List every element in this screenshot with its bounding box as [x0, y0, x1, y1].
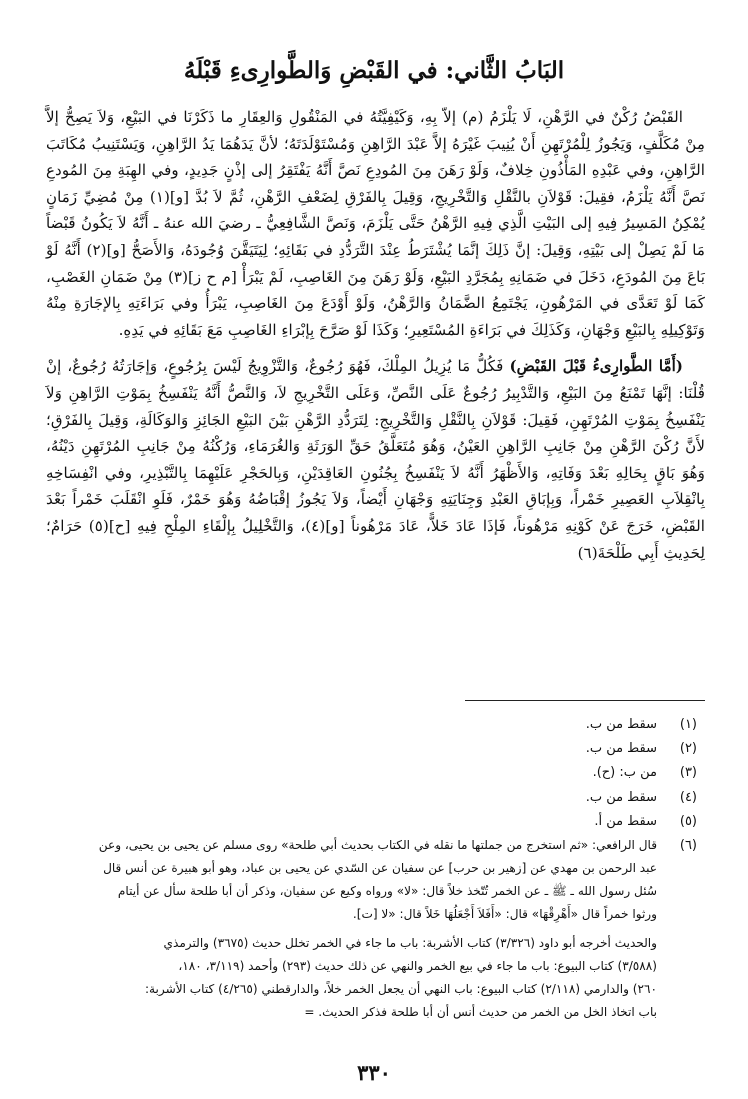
footnote-text: من ب: (ح).: [592, 765, 657, 781]
footnote-1: [46, 713, 705, 737]
footnote-number: (٢): [679, 741, 697, 757]
footnote-5: [46, 810, 705, 834]
footnote-number: (١): [679, 717, 697, 732]
footnote-3: [46, 761, 705, 785]
footnote-number: (٦): [679, 838, 697, 854]
footnote-text: [46, 834, 657, 1024]
main-text: [46, 104, 705, 566]
footnote-2: [46, 737, 705, 761]
footnote-number: (٤): [679, 789, 697, 805]
footnote-text: سقط من ب.: [585, 789, 657, 805]
footnote-text: سقط من أ.: [594, 813, 657, 829]
footnote-line: عبد الرحمن بن مهدي عن [زهير بن حرب] عن سفيان عن السّدي عن يحيى بن عباد، وهو أبو هبيرة عن أنس قال: [103, 861, 657, 876]
footnote-number: (٥): [679, 813, 697, 829]
footnote-text: سقط من ب.: [585, 717, 657, 732]
footnote-separator: [465, 700, 705, 701]
paragraph-tawari-text: فَكُلُّ مَا يُزِيلُ المِلْكَ، فَهُوَ رُجُوعٌ، وَالتَّزْوِيجُ لَيْسَ بِرُجُوعٍ، وَإجَارَتُهُ رُجُوعٌ، إنْ قُلْنَا: إنَّهَا تَمْنَعُ مِنَ البَيْعِ، وَالتَّدْبِيرُ رُجُوعٌ عَلَى النَّصِّ، وَعَلَى التَّخْرِيجِ لاَ، وَالنَّصُّ أَنَّهُ يَنْفَسِخُ بِمَوْتِ الرَّاهِنِ وَلاَ يَنْفَسِخُ بِمَوْتِ المُرْتَهِنِ، فَقِيلَ: قَوْلاَنِ بِالنَّقْلِ وَالتَّخْرِيجِ: لِتَرَدُّدِ الرَّهْنِ بَيْنَ البَيْعِ الجَائِزِ وَالوَكَالَةِ، وَقِيلَ بِالفَرْقِ؛ لأَنَّ رُكْنَ الرَّهْنِ مِنْ جَانِبِ الرَّاهِنِ العَيْنُ، وَهُوَ مُتَعَلَّقُ حَقِّ الوَرَثَةِ وَالغُرَمَاءِ، وَرُكْنُهُ مِنْ جَانِبِ المُرْتَهِنِ دَيْنُهُ، وَهُوَ بَاقٍ بِحَالِهِ بَعْدَ وَفَاتِهِ، وَالأَظْهَرُ أَنَّهُ لاَ يَنْفَسِخُ بِجُنُونِ العَاقِدَيْنِ، وَبِالحَجْرِ عَلَيْهِمَا بِالتَّبْذِيرِ، وفي انْفِسَاخِهِ بِانْقِلاَبِ العَصِيرِ خَمْراً، وَبِإبَاقِ العَبْدِ وَجِنَايَتِهِ وَجْهَانِ أَيْضاً، وَلاَ يَجُوزُ إقْبَاضُهُ وَهُوَ خَمْرٌ، فَلَوِ انْقَلَبَ خَمْراً بَعْدَ القَبْضِ، خَرَجَ عَنْ كَوْنِهِ مَرْهُوناً، فَإذَا عَادَ خَلاًّ، عَادَ مَرْهُوناً [و](٤)، وَالتَّخْلِيلُ بِإلْقَاءِ المِلْحِ فِيهِ [ح](٥) حَرَامٌ؛ لِحَدِيثِ أَبِي طَلْحَةَ(٦): [46, 357, 705, 562]
footnote-6: [46, 834, 705, 1024]
footnote-line: والحديث أخرجه أبو داود (٣/٣٢٦) كتاب الأشربة: باب ما جاء في الخمر تخلل حديث (٣٦٧٥) والترمذي: [163, 936, 657, 951]
footnote-line: (٣/٥٨٨) كتاب البيوع: باب ما جاء في بيع الخمر والنهي عن ذلك حديث (٢٩٣) وأحمد (٣/١١٩، ١٨٠،: [178, 959, 657, 974]
footnote-number: (٣): [679, 765, 697, 781]
footnote-line: ورثوا خمراً قال «أَهْرِقْهَا» قال: «أَفَلاَ أَجْعَلُهَا خَلاً قال: «لا [ت].: [352, 907, 657, 922]
footnote-4: [46, 786, 705, 810]
paragraph-lead: (أَمَّا الطَّوارِىءُ قَبْلَ القَبْضِ): [509, 357, 683, 376]
page-number: ٣٣٠: [357, 1060, 391, 1085]
chapter-title: البَابُ الثَّاني: في القَبْضِ وَالطَّوارِىءِ قَبْلَهُ: [183, 57, 565, 84]
footnote-text: سقط من ب.: [585, 741, 657, 757]
footnote-line: سُئل رسول الله ـ ﷺ ـ عن الخمر تُتّخذ خلاً قال: «لا» ورواه وكيع عن سفيان، وذكر أن أبا طلحة سأل عن أيتام: [117, 884, 657, 899]
paragraph-qabd: القَبْضُ رُكْنٌ في الرَّهْنِ، لَا يَلْزَمُ (م) إلاّ بِهِ، وَكَيْفِيَّتُهُ في المَنْقُولِ وَالعِقَارِ ما ذَكَرْنَا في البَيْعِ، وَلاَ يَصِحُّ إلاَّ مِنْ مُكَلَّفٍ، وَيَجُوزُ لِلْمُرْتَهِنِ أَنْ يُنِيبَ غَيْرَهُ إلاَّ عَبْدَ الرَّاهِنِ وَمُسْتَوْلَدَتَهُ؛ لأنَّ يَدَهُمَا يَدُ الرَّاهِنِ، وَيَسْتَنِيبُ مُكَاتَبَ الرَّاهِنِ، وفي عَبْدِهِ المَأْذُونِ خِلافٌ، وَلَوْ رَهَنَ مِنَ المُودِعِ نَصَّ أَنَّهُ يَفْتَقِرُ إلى إذْنٍ جَدِيدٍ، وفي الهِبَةِ مِنَ المُودعِ نَصَّ أَنَّهُ يَلْزَمُ، فقِيلَ: قَوْلاَنِ بالنَّقْلِ وَالتَّخْرِيجِ، وَقِيلَ بِالفَرْقِ لِضَعْفِ الرَّهْنِ، ثُمَّ لاَ بُدَّ [و](١) مِنْ مُضِيِّ زَمَانٍ يُمْكِنُ المَسِيرُ فِيهِ إلى البَيْتِ الَّذِي فِيهِ الرَّهْنُ حَتَّى يَلْزَمَ، وَنَصَّ الشَّافِعِيُّ ـ رضيَ الله عنهُ ـ أَنَّهُ لاَ يَكُونُ قَبْضاً مَا لَمْ يَصِلْ إلى بَيْتِهِ، وَقِيلَ: إنَّ ذَلِكَ إنَّمَا يُشْتَرَطُ عِنْدَ التَّرَدُّدِ في بَقَائِهِ؛ لِيَتَيَقَّنَ وُجُودَهُ، وَالأَصَحُّ [و](٢) أَنَّهُ لَوْ بَاعَ مِنَ المُودَعِ، دَخَلَ في ضَمَانِهِ بِمُجَرَّدِ البَيْعِ، وَلَوْ رَهَنَ مِنَ الغَاصِبِ، لَمْ يَبْرَأْ [م ح ز](٣) مِنْ ضَمَانِ الغَصْبِ، كَمَا لَوْ تَعَدَّى في المَرْهُونِ، يَجْتَمِعُ الضَّمَانُ وَالرَّهْنُ، وَلَوْ أَوْدَعَ مِنَ الغَاصِبِ، يَبْرَأُ وفي بَرَاءَتِهِ بِالإجَارَةِ مِنْهُ وَتَوْكِيلِهِ بِالبَيْعِ وَجْهَانِ، وَكَذَلِكَ في بَرَاءَةِ المُسْتَعِيرِ؛ وَكَذَا لَوْ صَرَّحَ بِإبْرَاءِ الغَاصِبِ مَعَ بَقَائِهِ في يَدِهِ.: [46, 108, 705, 339]
footnotes: [46, 713, 705, 1024]
footnote-line: قال الرافعي: «ثم استخرج من جملتها ما نقله في الكتاب بحديث أبي طلحة» روى مسلم عن يحيى بن يحيى، وعن: [98, 838, 657, 853]
footnote-line: باب اتخاذ الخل من الخمر من حديث أنس أن أبا طلحة فذكر الحديث. =: [304, 1005, 657, 1020]
paragraph-tawari: [46, 353, 705, 566]
footnote-line: ٢٦٠) والدارمي (٢/١١٨) كتاب البيوع: باب النهي أن يجعل الخمر خلاً، والدارقطني (٤/٢٦٥) كتاب الأشربة:: [144, 982, 657, 997]
